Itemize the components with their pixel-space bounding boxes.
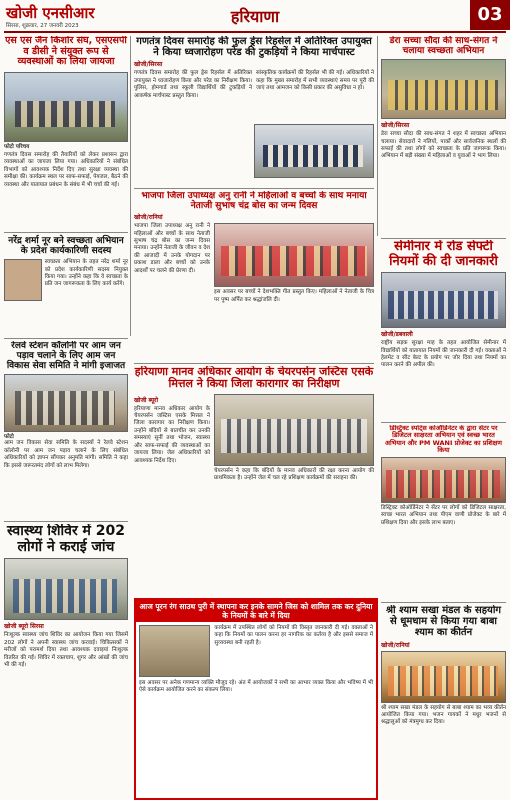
article-1-body: गणतंत्र दिवस समारोह की तैयारियों को लेकर प्रशासन द्वारा व्यवस्थाओं का जायजा लिया गया। अधिकारियों ने संबंधित विभागों को आवश्यक निर्देश दिए तथा सुरक्षा व्यवस्था की समीक्षा की। कार्यक्रम स्थल पर साफ-सफाई, पेयजल, बैठने की व्यवस्था और यातायात प्रबंधन के संबंध में भी चर्चा की गई।	[4, 151, 128, 188]
article-2-body-col1: गणतंत्र दिवस समारोह की फुल ड्रेस रिहर्सल में अतिरिक्त उपायुक्त ने ध्वजारोहण किया और परेड का निरीक्षण किया। पुलिस, होमगार्ड तथा स्कूली विद्यार्थियों की टुकड़ियों ने आकर्षक मार्चपास्ट प्रस्तुत किया।	[134, 70, 252, 99]
article-12-byline: खोजी/रानियां	[381, 641, 410, 649]
article-4-body: स्वच्छता अभियान के तहत नरेंद्र शर्मा नूर को प्रदेश कार्यकारिणी सदस्य नियुक्त किया गया। उन्होंने कहा कि वे स्वच्छता के प्रति जन जागरूकता के लिए कार्य करेंगे।	[44, 259, 128, 288]
article-11	[134, 598, 378, 800]
article-7	[4, 341, 128, 519]
article-2-body-col2: सांस्कृतिक कार्यक्रमों की रिहर्सल भी की गई। अधिकारियों ने कहा कि मुख्य समारोह में सभी व्यवस्थाएं समय पर पूरी की जाएं तथा आमजन को किसी प्रकार की असुविधा न हो।	[256, 70, 374, 92]
article-8-body-col2: चेयरपर्सन ने कहा कि बंदियों के मानव अधिकारों की रक्षा करना आयोग की प्राथमिकता है। उन्होंने जेल में चल रहे प्रशिक्षण कार्यक्रमों की सराहना की।	[214, 467, 374, 482]
article-7-caption: फोटो	[4, 434, 14, 441]
article-10-headline: स्वास्थ्य शिविर में 202 लोगों ने कराई जांच	[6, 524, 126, 555]
article-11-body-col2: इस अवसर पर अनेक गणमान्य व्यक्ति मौजूद रहे। अंत में आयोजकों ने सभी का आभार व्यक्त किया और भविष्य में भी ऐसे कार्यक्रम आयोजित करने का संकल्प लिया।	[139, 680, 373, 694]
masthead	[0, 0, 510, 32]
article-9-photo	[381, 457, 506, 503]
article-12	[381, 605, 506, 796]
article-9-headline: डिस्ट्रिक्ट स्पोर्ट्स कोऑर्डिनेटर के द्वारा सेंटर पर डिजिटल साक्षरता अभियान एवं स्वच्छ भारत अभियान और PM WANI प्रोजेक्ट का प्रशिक्षण किया	[384, 425, 503, 454]
article-1-headline: एस एस जैन किशोर संघ, एसएसपी व डीसी ने संयुक्त रूप से व्यवस्थाओं का लिया जायजा	[5, 36, 127, 68]
article-6-headline: सेमीनार में रोड सेफ्टी नियमों की दी जानकारी	[389, 240, 498, 269]
article-4-photo	[4, 259, 42, 301]
article-12-headline: श्री श्याम सखा मंडल के सहयोग से धूमधाम से किया गया बाबा श्याम का कीर्तन	[385, 605, 502, 639]
article-4	[4, 232, 128, 336]
page-number: 03	[470, 0, 510, 30]
article-3	[381, 36, 506, 236]
article-5-headline: भाजपा जिला उपाध्यक्ष अनु रानी ने महिलाओं व बच्चों के साथ मनाया नेताजी सुभाष चंद्र बोस का जन्म दिवस	[141, 191, 367, 212]
article-3-byline: खोजी/सिरसा	[381, 122, 410, 130]
article-1-caption: फोटो परिचय	[4, 143, 30, 150]
article-11-headline: आज पूरन रंग साउथ पुरी में स्थापना कर इनके सामने जिस को शामिल तक कर दुनिया के नियमों के बारे में दिया	[136, 600, 376, 622]
article-11-photo	[139, 625, 210, 677]
article-7-body: आम जन विकास सेवा समिति के सदस्यों ने रेलवे स्टेशन कॉलोनी पर आम जन पड़ाव चलाने के लिए संबंधित अधिकारियों को ज्ञापन सौंपकर अनुमति मांगी। समिति ने कहा कि इससे जरूरतमंद लोगों को लाभ मिलेगा।	[4, 440, 128, 469]
article-12-photo	[381, 651, 506, 703]
article-8-body-col1: हरियाणा मानव अधिकार आयोग के चेयरपर्सन जस्टिस एसके मित्तल ने जिला कारागार का निरीक्षण किया। उन्होंने बंदियों से बातचीत कर उनकी समस्याएं सुनीं तथा भोजन, स्वास्थ्य और साफ-सफाई की व्यवस्थाओं का जायजा लिया। जेल अधिकारियों को आवश्यक निर्देश दिए।	[134, 405, 210, 464]
article-10	[4, 524, 128, 796]
article-2-headline: गणतंत्र दिवस समारोह की फुल ड्रेस रिहर्सल में अतिरिक्त उपायुक्त ने किया ध्वजारोहण परेड की टुकड़ियों ने किया मार्चपास्ट	[136, 36, 372, 59]
article-6	[381, 240, 506, 420]
article-9-body: डिस्ट्रिक्ट कोऑर्डिनेटर ने सेंटर पर लोगों को डिजिटल साक्षरता, स्वच्छ भारत अभियान तथा पीएम वाणी प्रोजेक्ट के बारे में प्रशिक्षण दिया और इसके लाभ बताए।	[381, 505, 506, 526]
article-5-body-col2: इस अवसर पर बच्चों ने देशभक्ति गीत प्रस्तुत किए। महिलाओं ने नेताजी के चित्र पर पुष्प अर्पित कर श्रद्धांजलि दी।	[214, 289, 374, 303]
article-8-headline: हरियाणा मानव अधिकार आयोग के चेयरपर्सन जस्टिस एसके मित्तल ने किया जिला कारागार का निरीक्षण	[134, 366, 374, 391]
article-10-byline: खोजी ब्यूरो सिरसा	[4, 623, 44, 631]
article-1-photo	[4, 72, 128, 142]
article-11-body-col1: कार्यक्रम में उपस्थित लोगों को नियमों की विस्तृत जानकारी दी गई। वक्ताओं ने कहा कि नियमों का पालन करना हर नागरिक का कर्तव्य है और इससे समाज में सुव्यवस्था बनी रहती है।	[214, 625, 373, 646]
article-8-byline: खोजी ब्यूरो	[134, 396, 159, 404]
article-7-headline: रेलवे स्टेशन कॉलोनी पर आम जन पड़ाव चलाने के लिए आम जन विकास सेवा समिति ने मांगी इजाजत	[6, 341, 126, 372]
article-5-body-col1: भाजपा जिला उपाध्यक्ष अनु रानी ने महिलाओं और बच्चों के साथ नेताजी सुभाष चंद्र बोस का जन्म दिवस मनाया। उन्होंने नेताजी के जीवन व देश की आजादी में उनके योगदान पर प्रकाश डाला और बच्चों को उनके आदर्शों पर चलने की प्रेरणा दी।	[134, 223, 210, 274]
article-9	[381, 425, 506, 600]
article-3-headline: डेरा सच्चा सौदा की साध-संगत ने चलाया स्वच्छता अभियान	[389, 36, 498, 57]
article-2	[134, 36, 374, 186]
article-7-photo	[4, 374, 128, 432]
article-12-body: श्री श्याम सखा मंडल के सहयोग से बाबा श्याम का भव्य कीर्तन आयोजित किया गया। भजन गायकों ने मधुर भजनों से श्रद्धालुओं को मंत्रमुग्ध कर दिया।	[381, 704, 506, 726]
article-3-photo	[381, 59, 506, 119]
article-6-body: राष्ट्रीय सड़क सुरक्षा माह के तहत आयोजित सेमीनार में विद्यार्थियों को यातायात नियमों की जानकारी दी गई। वक्ताओं ने हेलमेट व सीट बेल्ट के प्रयोग पर जोर दिया तथा नियमों का पालन करने की अपील की।	[381, 340, 506, 369]
article-6-photo	[381, 272, 506, 328]
article-8-photo	[214, 394, 374, 466]
article-5-photo	[214, 223, 374, 287]
article-5-byline: खोजी/रानियां	[134, 214, 163, 222]
article-8	[134, 366, 374, 596]
header-rule	[4, 31, 506, 33]
article-3-body: डेरा सच्चा सौदा की साध-संगत ने शहर में स्वच्छता अभियान चलाया। सेवादारों ने गलियों, पार्कों और सार्वजनिक स्थलों की सफाई की तथा लोगों को स्वच्छता के प्रति जागरूक किया। अभियान में बड़ी संख्या में महिलाओं व युवाओं ने भाग लिया।	[381, 131, 506, 160]
article-6-byline: खोजी/डबवाली	[381, 331, 413, 339]
article-10-photo	[4, 558, 128, 620]
brand-name: खोजी एनसीआर	[6, 4, 95, 22]
article-10-body: निःशुल्क स्वास्थ्य जांच शिविर का आयोजन किया गया जिसमें 202 लोगों ने अपनी स्वास्थ्य जांच करवाई। चिकित्सकों ने मरीजों को परामर्श दिया तथा आवश्यक दवाइयां निःशुल्क वितरित की गईं। शिविर में रक्तचाप, शुगर और आंखों की जांच भी की गई।	[4, 632, 128, 669]
section-title: हरियाणा	[230, 7, 280, 26]
article-2-byline: खोजी/सिरसा	[134, 61, 163, 69]
dateline: सिरसा, शुक्रवार, 27 जनवरी 2023	[6, 23, 79, 29]
article-5	[134, 191, 374, 361]
article-4-headline: नरेंद्र शर्मा नूर बने स्वच्छता अभियान के प्रदेश कार्यकारिणी सदस्य	[8, 236, 124, 257]
article-2-photo	[254, 124, 374, 178]
